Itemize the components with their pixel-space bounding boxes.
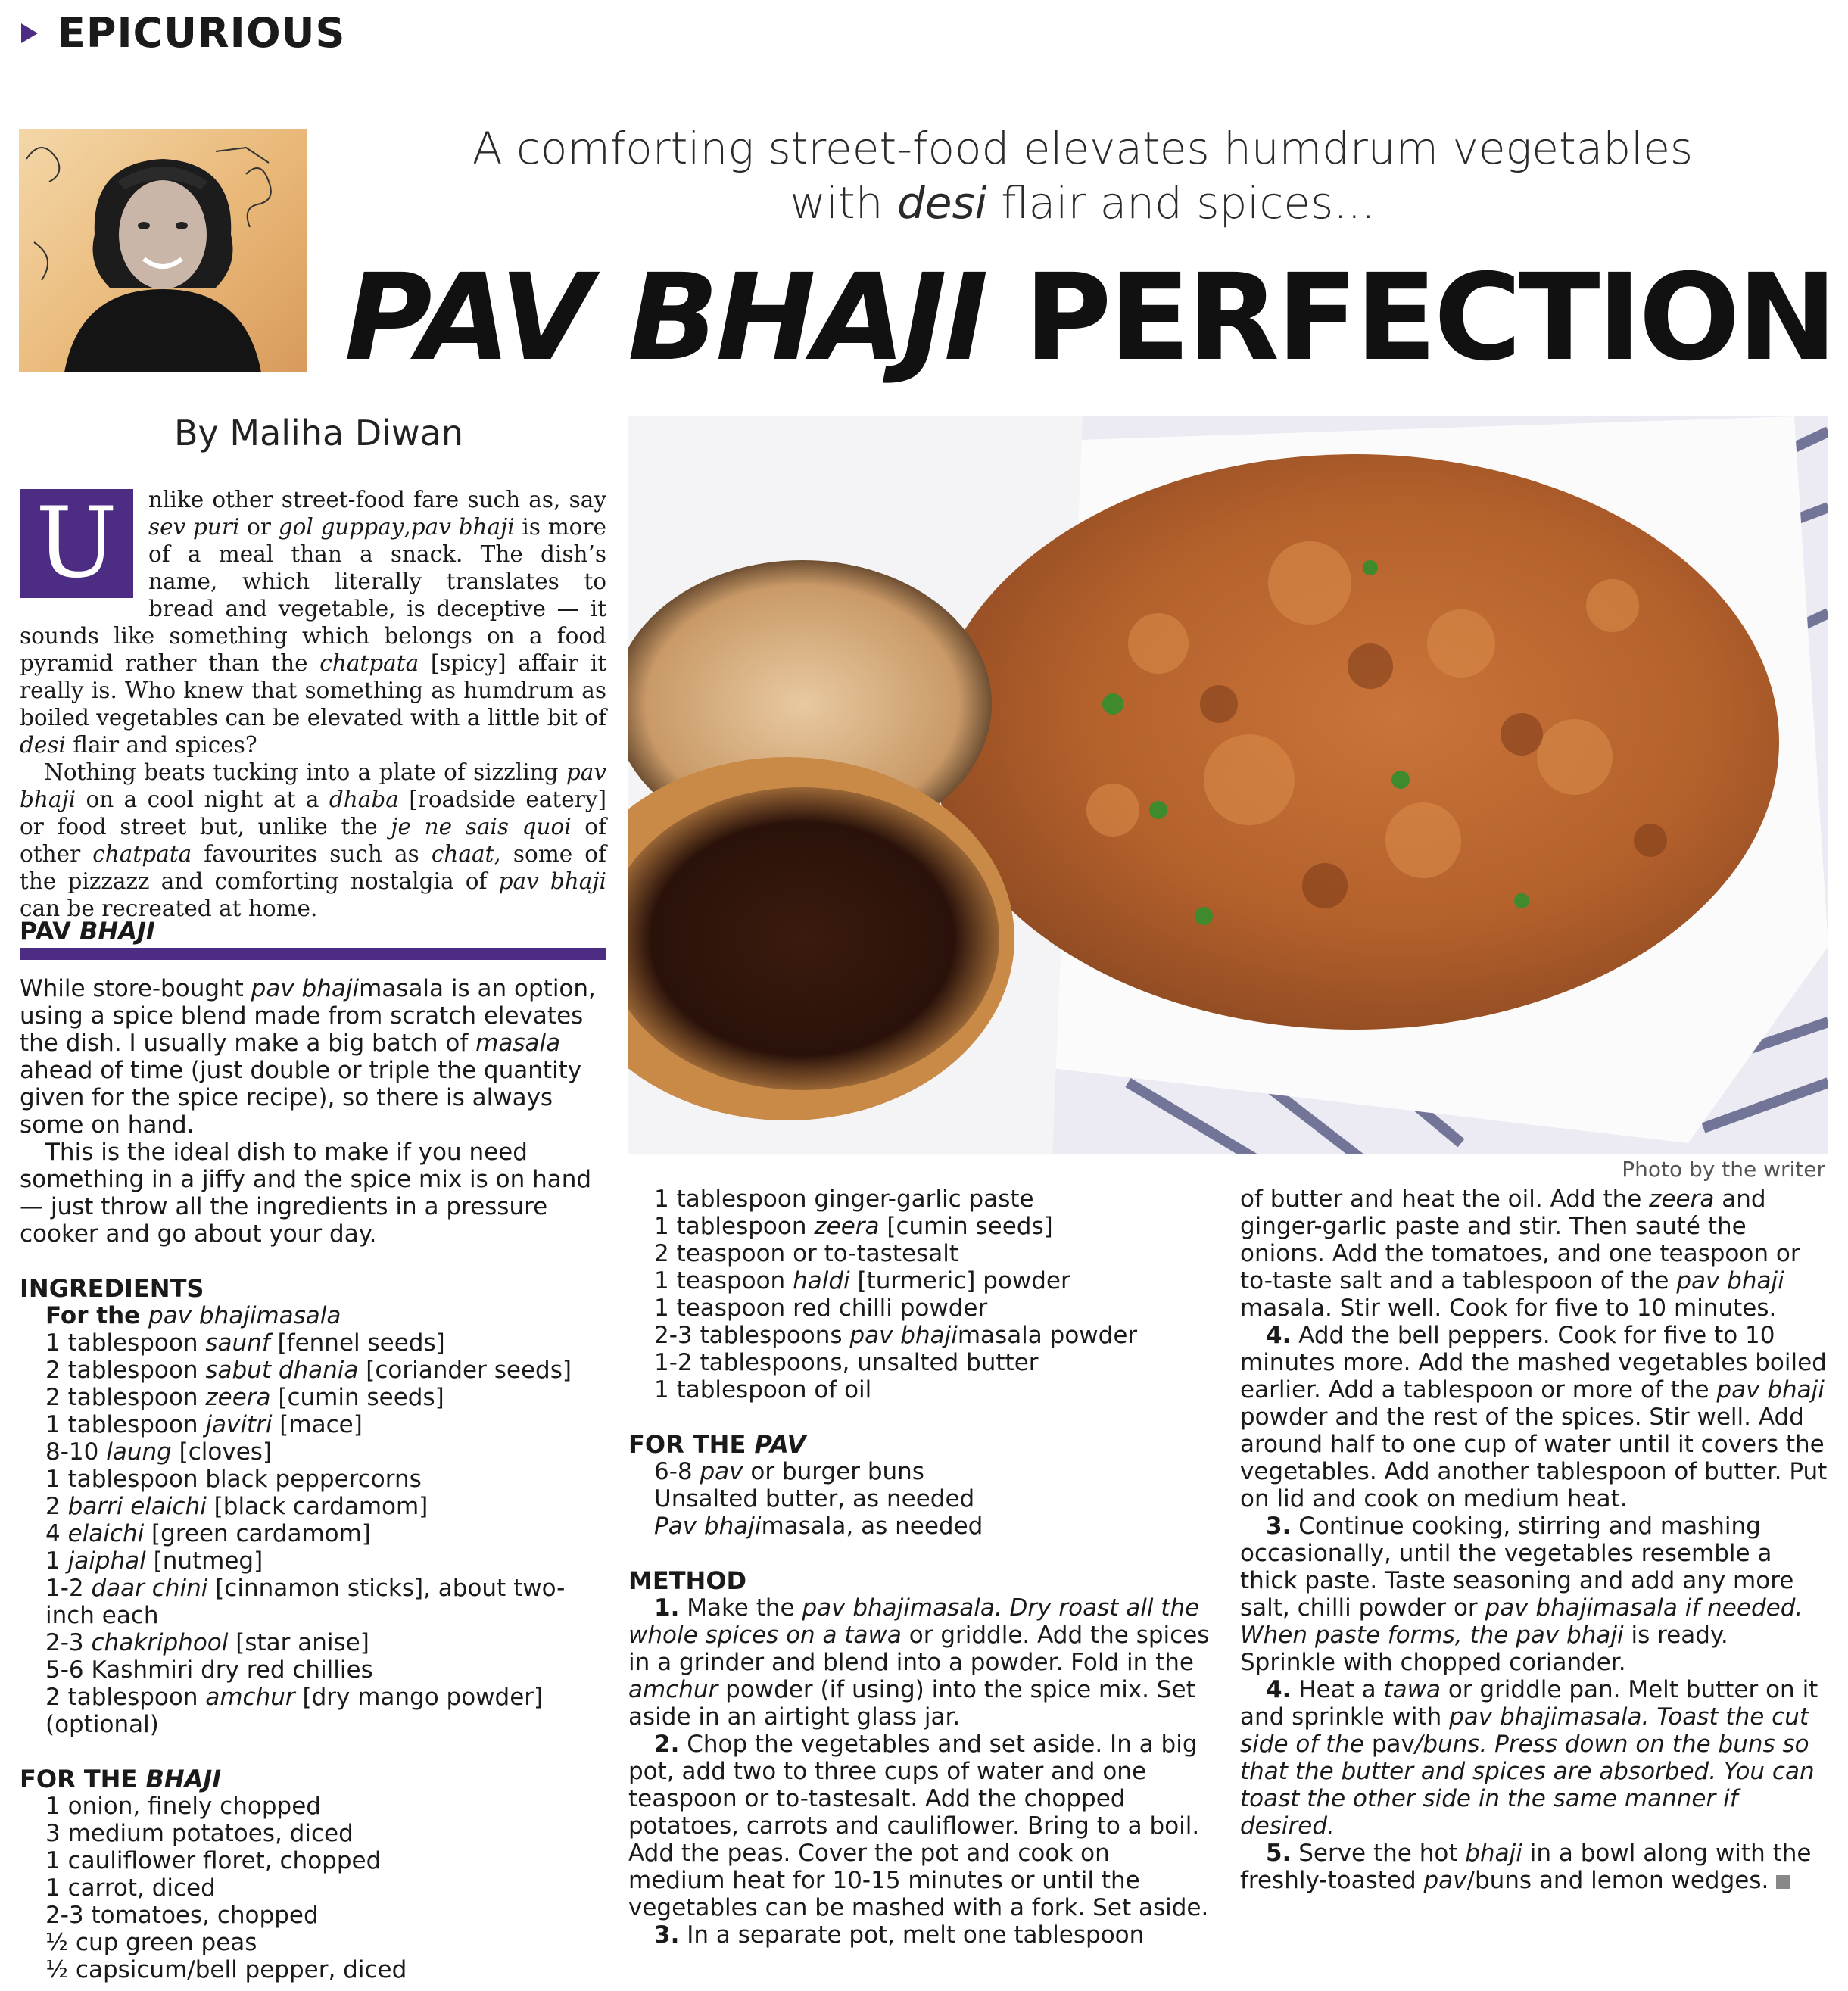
deck-emphasis: desi	[896, 177, 987, 229]
intro-emphasis: pav bhaji	[20, 759, 606, 812]
ingredient-item	[20, 1684, 606, 1738]
step-text: Serve the hot	[1291, 1840, 1466, 1867]
ingredient-text: 1 teaspoon red chilli powder	[654, 1295, 988, 1322]
ingredient-emphasis: barri elaichi	[67, 1493, 207, 1520]
ingredient-emphasis: daar chini	[91, 1575, 208, 1602]
step-text: Chop the vegetables and set aside. In a big pot, add two to three cups of water and one teaspoon or to-tastesalt. Add the chopped potatoes, carrots and cauliflower. Bring to a boil. Add the peas. Cover the pot and cook on medium heat for 10-15 minutes or until the vegetables can be mashed with a fork. Set aside.	[628, 1731, 1209, 1921]
step-emphasis: zeera	[1649, 1186, 1715, 1213]
step-emphasis: bhaji	[1465, 1840, 1522, 1867]
heading-emphasis: PAV	[754, 1430, 806, 1459]
ingredient-item	[628, 1349, 1211, 1376]
ingredient-text: [nutmeg]	[145, 1547, 263, 1575]
step-number: 2.	[654, 1731, 680, 1758]
step-text: Heat a	[1291, 1676, 1384, 1703]
ingredient-text: 1 tablespoon ginger-garlic paste	[654, 1186, 1034, 1213]
intro-emphasis: desi	[20, 732, 66, 758]
ingredient-text: [fennel seeds]	[270, 1329, 445, 1357]
end-mark-icon	[1776, 1875, 1790, 1889]
intro-text: , some of the pizzazz and comforting nostalgia of	[20, 841, 606, 894]
masala-subheading	[20, 1302, 606, 1329]
step-emphasis: pav	[1423, 1867, 1467, 1894]
pav-bhaji-photo-illustration	[628, 416, 1828, 1154]
ingredient-item: 2-3 tomatoes, chopped	[45, 1902, 319, 1929]
step-text: of butter and heat the oil. Add the	[1240, 1186, 1650, 1213]
ingredient-text: 2 tablespoon	[45, 1384, 206, 1411]
ingredient-text: 1 tablespoon	[45, 1411, 206, 1438]
intro-emphasis: gol guppay	[278, 514, 404, 540]
ingredient-emphasis: pav	[700, 1458, 743, 1485]
ingredient-text: 1-2 tablespoons, unsalted butter	[654, 1349, 1039, 1376]
step-text: masala. Stir well. Cook for five to 10 minutes.	[1240, 1295, 1777, 1322]
headline-rest: PERFECTION	[985, 248, 1834, 388]
method-step-3b	[1240, 1186, 1831, 1322]
intro-text: on a cool night at a	[76, 787, 329, 812]
intro-text: can be recreated at home.	[20, 896, 318, 921]
ingredient-item	[20, 1547, 606, 1575]
deck-line-1: A comforting street-food elevates humdrum vegetables	[472, 123, 1694, 174]
ingredient-text: [cinnamon sticks], about two-inch each	[45, 1575, 566, 1629]
step-text: or griddle. Add the spices in a grinder and blend into a powder. Fold in the	[628, 1622, 1210, 1676]
ingredient-emphasis: amchur	[205, 1684, 295, 1711]
intro-text: nlike other street-food fare such as, say	[148, 487, 606, 513]
ingredient-emphasis: pav bhaji	[849, 1322, 958, 1349]
dropcap: U	[20, 489, 133, 598]
step-emphasis: tawa	[1383, 1676, 1441, 1703]
ingredient-item	[20, 1520, 606, 1547]
intro-emphasis: dhaba	[329, 787, 399, 812]
ingredient-text: 1 tablespoon	[654, 1213, 815, 1240]
ingredient-item	[20, 1411, 606, 1438]
ingredient-emphasis: jaiphal	[67, 1547, 146, 1575]
ingredient-item	[628, 1322, 1211, 1349]
step-number: 3.	[1266, 1513, 1292, 1540]
section-label: EPICURIOUS	[58, 9, 346, 57]
step-text: Add the bell peppers. Cook for five to 10 minutes more. Add the mashed vegetables boiled earlier. Add a tablespoon or more of the	[1240, 1322, 1827, 1404]
intro-emphasis: je ne sais quoi	[391, 814, 572, 840]
section-header	[21, 9, 345, 57]
ingredient-item	[628, 1513, 1211, 1540]
method-step-3a	[628, 1921, 1211, 1949]
ingredient-text: 2-3	[45, 1629, 92, 1656]
ingredients-heading: INGREDIENTS	[20, 1274, 204, 1303]
pav-list	[628, 1458, 1211, 1540]
ingredient-emphasis: sabut dhania	[205, 1357, 359, 1384]
headline-italic: PAV BHAJI	[344, 248, 986, 388]
sub-text: For the	[45, 1302, 149, 1329]
step-emphasis: pav bhaji	[1449, 1703, 1557, 1731]
ingredient-item	[20, 1466, 606, 1493]
ingredient-emphasis: haldi	[793, 1267, 850, 1295]
intro-emphasis: pav bhaji	[410, 514, 515, 540]
ingredient-item: 1 onion, finely chopped	[45, 1793, 321, 1820]
ingredient-item	[628, 1240, 1211, 1267]
intro-text: ,	[404, 514, 411, 540]
body-emphasis: masala	[475, 1030, 561, 1057]
ingredient-text: 2 tablespoon	[45, 1684, 206, 1711]
ingredient-emphasis: chakriphool	[91, 1629, 229, 1656]
ingredient-text: 2 tablespoon	[45, 1357, 206, 1384]
intro-text: or	[239, 514, 279, 540]
ingredient-text: 8-10	[45, 1438, 107, 1466]
step-emphasis: pav bhaji	[1485, 1594, 1593, 1622]
intro-emphasis: sev puri	[148, 514, 240, 540]
ingredient-text: 2 teaspoon or to-tastesalt	[654, 1240, 958, 1267]
ingredient-text: 2	[45, 1493, 68, 1520]
heading-emphasis: BHAJI	[79, 917, 155, 946]
ingredient-text: [dry mango powder] (optional)	[45, 1684, 544, 1738]
ingredient-text: [black cardamom]	[206, 1493, 428, 1520]
ingredient-text: 2-3 tablespoons	[654, 1322, 850, 1349]
step-number: 3.	[654, 1921, 680, 1949]
intro-paragraph-1	[20, 486, 606, 759]
triangle-icon	[21, 23, 38, 43]
method-heading: METHOD	[628, 1566, 747, 1595]
ingredient-item	[628, 1267, 1211, 1295]
intro-emphasis: chatpata	[319, 650, 419, 676]
step-text: pav	[1371, 1731, 1415, 1758]
ingredient-item	[20, 1384, 606, 1411]
bhaji-heading	[20, 1765, 606, 1793]
ingredient-emphasis: elaichi	[67, 1520, 145, 1547]
step-text: Make the	[679, 1594, 802, 1622]
author-portrait-illustration	[19, 129, 307, 372]
intro-text: is more of a meal than a snack. The dish’s name, which literally translates to bread and vegetable, is deceptive — it sounds like something which belongs on a food pyramid rather than the	[20, 514, 606, 676]
intro-text: favourites such as	[192, 841, 432, 867]
ingredient-text: [cumin seeds]	[270, 1384, 444, 1411]
intro-emphasis: chaat	[431, 841, 494, 867]
intro	[20, 486, 606, 922]
step-emphasis: pav bhaji	[802, 1594, 910, 1622]
ingredient-item: 1 cauliflower floret, chopped	[45, 1847, 382, 1874]
column-3	[1240, 1186, 1831, 1894]
body-text: ahead of time (just double or triple the quantity given for the spice recipe), so there is always some on hand.	[20, 1057, 582, 1139]
ingredient-text: masala, as needed	[761, 1513, 983, 1540]
intro-paragraph-2	[20, 759, 606, 922]
ingredient-emphasis: laung	[106, 1438, 172, 1466]
step-text: In a separate pot, melt one tablespoon	[679, 1921, 1145, 1949]
step-number: 1.	[654, 1594, 680, 1622]
step-text: or griddle pan. Melt butter on it and sprinkle with	[1240, 1676, 1818, 1731]
intro-emphasis: pav bhaji	[498, 868, 606, 894]
ingredient-text: [coriander seeds]	[358, 1357, 572, 1384]
heading-emphasis: BHAJI	[145, 1765, 222, 1793]
ingredient-emphasis: Pav bhaji	[654, 1513, 762, 1540]
heading-text: PAV	[20, 917, 80, 946]
heading-text: FOR THE	[20, 1765, 146, 1793]
intro-text: [spicy] affair it really is. Who knew that something as humdrum as boiled vegetables can be elevated with a little bit of	[20, 650, 606, 731]
ingredient-item: ½ capsicum/bell pepper, diced	[45, 1956, 407, 1983]
ingredient-text: Unsalted butter, as needed	[654, 1485, 975, 1513]
sub-emphasis: pav bhaji	[148, 1302, 257, 1329]
step-emphasis: masala. Toast the cut side of the	[1240, 1703, 1809, 1758]
ingredient-text: 1 tablespoon black peppercorns	[45, 1466, 422, 1493]
method-step-6	[1240, 1676, 1831, 1840]
ingredient-text: masala powder	[957, 1322, 1138, 1349]
step-text: /buns and lemon wedges.	[1466, 1867, 1769, 1894]
heading-rule	[20, 948, 606, 960]
ingredient-item	[20, 1438, 606, 1466]
ingredient-text: [cloves]	[171, 1438, 273, 1466]
method-step-1	[628, 1594, 1211, 1731]
ingredient-text: [star anise]	[228, 1629, 369, 1656]
ingredient-text: 6-8	[654, 1458, 700, 1485]
method-step-7	[1240, 1840, 1831, 1894]
masala-list	[20, 1329, 606, 1738]
sub-emphasis: masala	[256, 1302, 341, 1329]
ingredient-item	[628, 1485, 1211, 1513]
ingredient-emphasis: zeera	[814, 1213, 880, 1240]
byline: By Maliha Diwan	[174, 413, 463, 453]
ingredient-item	[628, 1376, 1211, 1404]
step-emphasis: pav bhaji	[1716, 1376, 1825, 1404]
step-emphasis: pav bhaji	[1676, 1267, 1784, 1295]
intro-emphasis: chatpata	[92, 841, 192, 867]
heading-text: FOR THE	[628, 1430, 755, 1459]
ingredient-item: 1 carrot, diced	[45, 1874, 216, 1902]
ingredient-item	[628, 1295, 1211, 1322]
step-number: 4.	[1266, 1322, 1292, 1349]
ingredient-item	[20, 1629, 606, 1656]
ingredient-emphasis: saunf	[205, 1329, 270, 1357]
bhaji-list	[20, 1793, 606, 1983]
deck	[348, 121, 1817, 230]
step-number: 4.	[1266, 1676, 1292, 1703]
recipe-box-heading	[20, 916, 606, 946]
column-1	[20, 975, 606, 1983]
ingredient-text: 1 teaspoon	[654, 1267, 793, 1295]
deck-text: flair and spices...	[986, 177, 1376, 229]
step-emphasis: /buns. Press down on the buns so that the butter and spices are absorbed. You can toast the other side in the same manner if desired.	[1240, 1731, 1815, 1840]
method-step-5	[1240, 1513, 1831, 1676]
headline	[344, 248, 1834, 388]
method-step-2	[628, 1731, 1211, 1921]
column-2	[628, 1186, 1211, 1949]
ingredient-emphasis: javitri	[205, 1411, 273, 1438]
step-emphasis: amchur	[628, 1676, 718, 1703]
step-emphasis: masala. Dry roast all the whole spices on a	[628, 1594, 1200, 1649]
body-text: While store-bought	[20, 975, 251, 1002]
step-text: powder (if using) into the spice mix. Set aside in an airtight glass jar.	[628, 1676, 1195, 1731]
ingredient-item	[628, 1213, 1211, 1240]
ingredient-text: [mace]	[272, 1411, 363, 1438]
ingredient-text: 1	[45, 1547, 68, 1575]
body-text: masala is an option, using a spice blend made from scratch elevates the dish. I usually make a big batch of	[20, 975, 596, 1057]
ingredient-item: 3 medium potatoes, diced	[45, 1820, 354, 1847]
step-text: and ginger-garlic paste and stir. Then sauté the onions. Add the tomatoes, and one teaspoon or to-taste salt and a tablespoon of the	[1240, 1186, 1800, 1295]
intro-text: Nothing beats tucking into a plate of sizzling	[44, 759, 566, 785]
ingredient-text: 5-6 Kashmiri dry red chillies	[45, 1656, 373, 1684]
intro-text: flair and spices?	[65, 732, 257, 758]
ingredient-item	[20, 1575, 606, 1629]
pav-heading	[628, 1431, 1211, 1458]
step-emphasis: tawa	[844, 1622, 902, 1649]
body-emphasis: pav bhaji	[251, 975, 360, 1002]
step-text: Continue cooking, stirring and mashing occasionally, until the vegetables resemble a thick paste. Taste seasoning and add any more salt, chilli powder or	[1240, 1513, 1794, 1622]
ingredient-text: 1-2	[45, 1575, 92, 1602]
photo-credit: Photo by the writer	[1622, 1157, 1825, 1182]
ingredient-text: or burger buns	[743, 1458, 924, 1485]
ingredient-text: 1 tablespoon	[45, 1329, 206, 1357]
ingredient-item	[628, 1186, 1211, 1213]
deck-line-2	[348, 176, 1817, 230]
ingredient-item	[20, 1493, 606, 1520]
step-emphasis: masala if needed. When paste forms, the	[1240, 1594, 1803, 1649]
deck-text: with	[790, 177, 897, 229]
step-text: in a bowl along with the freshly-toasted	[1240, 1840, 1812, 1894]
step-number: 5.	[1266, 1840, 1292, 1867]
ingredient-item	[20, 1329, 606, 1357]
intro-text: of other	[20, 814, 606, 867]
ingredient-text: [green cardamom]	[144, 1520, 371, 1547]
food-photo	[628, 416, 1828, 1154]
body-paragraph-2: This is the ideal dish to make if you need something in a jiffy and the spice mix is on hand — just throw all the ingredients in a pressure cooker and go about your day.	[20, 1139, 592, 1248]
step-text: powder and the rest of the spices. Stir well. Add around half to one cup of water until it covers the vegetables. Add another tablespoon of butter. Put on lid and cook on medium heat.	[1240, 1404, 1828, 1513]
author-photo	[19, 129, 307, 372]
body-paragraph-1	[20, 975, 606, 1139]
bhaji-list-continued	[628, 1186, 1211, 1404]
ingredient-item: ½ cup green peas	[45, 1929, 257, 1956]
ingredient-text: [turmeric] powder	[849, 1267, 1070, 1295]
intro-text: [roadside eatery] or food street but, unlike the	[20, 787, 606, 840]
ingredient-emphasis: zeera	[205, 1384, 271, 1411]
ingredient-text: 4	[45, 1520, 68, 1547]
ingredient-item	[628, 1458, 1211, 1485]
method-step-4	[1240, 1322, 1831, 1513]
step-emphasis: pav bhaji	[1516, 1622, 1624, 1649]
step-text: is ready. Sprinkle with chopped coriander.	[1240, 1622, 1728, 1676]
ingredient-text: 1 tablespoon of oil	[654, 1376, 872, 1404]
ingredient-text: [cumin seeds]	[879, 1213, 1053, 1240]
ingredient-item	[20, 1357, 606, 1384]
ingredient-item	[20, 1656, 606, 1684]
